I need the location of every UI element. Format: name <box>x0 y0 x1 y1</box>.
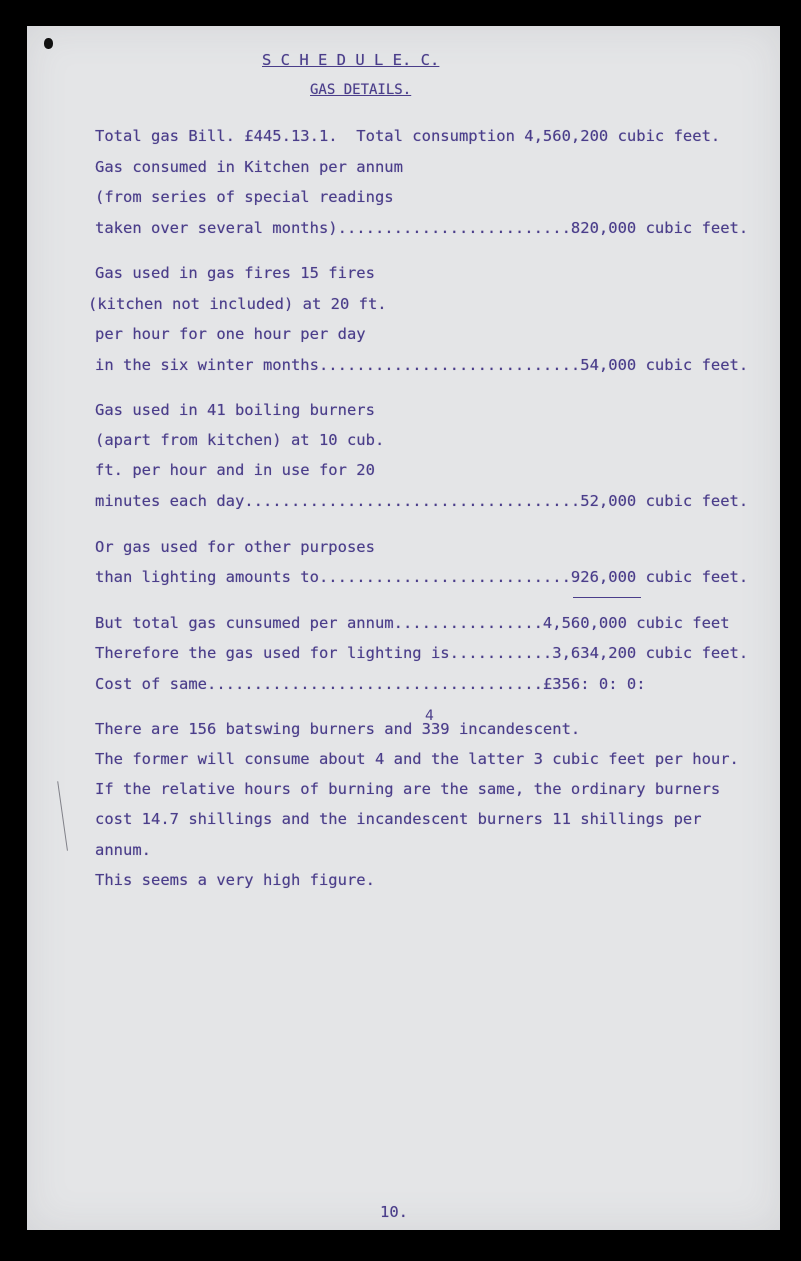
text-line: Total gas Bill. £445.13.1. Total consumption 4,560,200 cubic feet. <box>95 127 721 145</box>
text-line: annum. <box>95 841 151 859</box>
section-subtitle: GAS DETAILS. <box>310 82 412 98</box>
text-line: This seems a very high figure. <box>95 871 375 889</box>
text-line: Gas used in gas fires 15 fires <box>95 264 375 282</box>
text-line: in the six winter months............................54,000 cubic feet. <box>95 356 749 374</box>
text-line: There are 156 batswing burners and 339 incandescent. <box>95 720 581 738</box>
page-number: 10. <box>380 1203 408 1221</box>
text-line: (from series of special readings <box>95 188 394 206</box>
sum-rule <box>573 597 641 598</box>
text-line: The former will consume about 4 and the latter 3 cubic feet per hour. <box>95 750 739 768</box>
text-line: But total gas cunsumed per annum................4,560,000 cubic feet <box>95 614 730 632</box>
text-line: If the relative hours of burning are the same, the ordinary burners <box>95 780 721 798</box>
schedule-title: S C H E D U L E. C. <box>262 51 440 69</box>
text-line: Or gas used for other purposes <box>95 538 375 556</box>
text-line: (kitchen not included) at 20 ft. <box>88 295 387 313</box>
text-line: minutes each day....................................52,000 cubic feet. <box>95 492 749 510</box>
text-line: Cost of same....................................£356: 0: 0: <box>95 675 646 693</box>
punch-hole <box>44 38 53 49</box>
text-line: per hour for one hour per day <box>95 325 366 343</box>
text-line: taken over several months).........................820,000 cubic feet. <box>95 219 749 237</box>
text-line: ft. per hour and in use for 20 <box>95 461 375 479</box>
text-line: cost 14.7 shillings and the incandescent burners 11 shillings per <box>95 810 702 828</box>
handwritten-correction: 4 <box>425 708 434 724</box>
text-line: Therefore the gas used for lighting is...........3,634,200 cubic feet. <box>95 644 749 662</box>
text-line: Gas used in 41 boiling burners <box>95 401 375 419</box>
text-line: than lighting amounts to...........................926,000 cubic feet. <box>95 568 749 586</box>
text-line: (apart from kitchen) at 10 cub. <box>95 431 385 449</box>
text-line: Gas consumed in Kitchen per annum <box>95 158 403 176</box>
